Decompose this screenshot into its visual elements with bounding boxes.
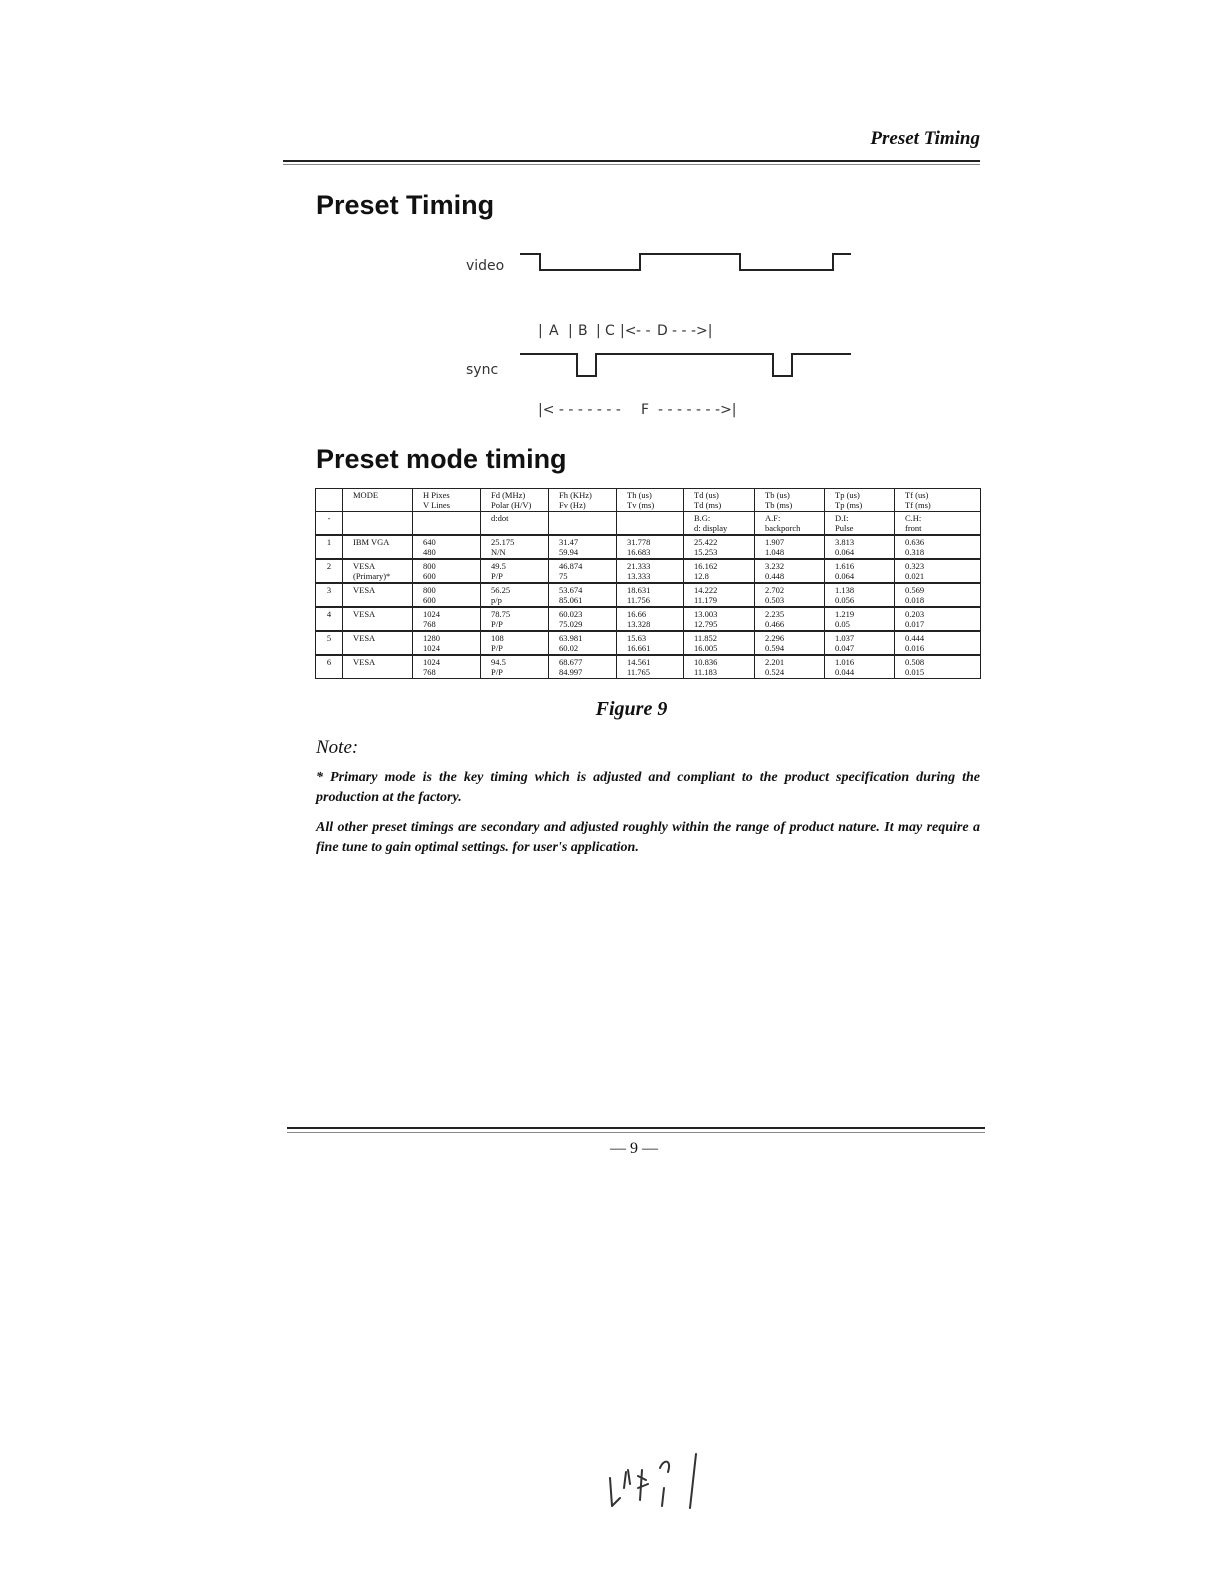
table-row [316,583,981,607]
table-cell: 25.422 15.253 [684,535,755,559]
table-cell: 1.616 0.064 [825,559,895,583]
table-row [316,631,981,655]
table-header-cell: Tb (us) Tb (ms) [755,489,825,512]
table-header-cell: d:dot [481,512,549,536]
sync-waveform [520,354,851,376]
svg-text:- - ->|: - - ->| [672,323,713,339]
table-cell: VESA [343,607,413,631]
table-header-cell [549,512,617,536]
svg-text:|< - - - - - - -: |< - - - - - - - [538,402,621,418]
table-cell: 3.232 0.448 [755,559,825,583]
table-cell: 3 [316,583,343,607]
table-cell: 1.138 0.056 [825,583,895,607]
table-header-cell: H Pixes V Lines [413,489,481,512]
table-cell: 49.5 P/P [481,559,549,583]
table-cell: VESA (Primary)* [343,559,413,583]
table-cell: VESA [343,655,413,679]
svg-text:|: | [596,323,601,339]
section-title-preset-timing: Preset Timing [316,190,495,220]
table-header-cell: A.F: backporch [755,512,825,536]
footer-rule [287,1127,985,1129]
period-label-f: F [641,402,650,418]
table-cell: 2.235 0.466 [755,607,825,631]
page-number: — 9 — [610,1140,658,1157]
table-cell: 1.219 0.05 [825,607,895,631]
table-header-cell: MODE [343,489,413,512]
running-header: Preset Timing [870,128,980,149]
svg-text:- - - - - - ->|: - - - - - - ->| [658,402,737,418]
table-cell: 0.444 0.016 [895,631,981,655]
table-cell: 5 [316,631,343,655]
header-rule-thin [283,164,980,165]
table-header-cell: Td (us) Td (ms) [684,489,755,512]
table-cell: 21.333 13.333 [617,559,684,583]
svg-text:|<: |< [620,323,637,339]
table-cell: 0.203 0.017 [895,607,981,631]
table-row [316,559,981,583]
table-cell: 640 480 [413,535,481,559]
table-cell: 31.778 16.683 [617,535,684,559]
table-cell: VESA [343,631,413,655]
footer-rule-thin [287,1132,985,1133]
table-cell: 13.003 12.795 [684,607,755,631]
table-cell: 56.25 p/p [481,583,549,607]
note-paragraph-secondary-timings: All other preset timings are secondary and adjusted roughly within the range of product nature. It may require a fine tune to gain optimal settings. for user's application. [316,820,980,855]
table-body [316,489,981,679]
segment-label-d: D [657,323,668,339]
table-cell: 3.813 0.064 [825,535,895,559]
table-row [316,607,981,631]
table-header-cell: B.G: d: display [684,512,755,536]
table-header-cell: Fh (KHz) Fv (Hz) [549,489,617,512]
table-cell: 6 [316,655,343,679]
table-header-cell: Fd (MHz) Polar (H/V) [481,489,549,512]
table-cell: 63.981 60.02 [549,631,617,655]
svg-text:|: | [538,323,543,339]
table-header-row [316,489,981,512]
table-cell: 1.037 0.047 [825,631,895,655]
table-cell: 2.296 0.594 [755,631,825,655]
table-cell: 16.66 13.328 [617,607,684,631]
header-rule [283,160,980,162]
table-header-cell [316,489,343,512]
svg-text:- -: - - [636,323,651,339]
table-cell: 1280 1024 [413,631,481,655]
table-cell: 2 [316,559,343,583]
segment-markers [538,323,713,339]
table-header-cell: Tf (us) Tf (ms) [895,489,981,512]
segment-label-b: B [578,323,588,339]
figure-caption: Figure 9 [595,698,668,720]
section-title-preset-mode-timing: Preset mode timing [316,444,567,474]
table-header-cell: Tp (us) Tp (ms) [825,489,895,512]
table-header-cell [413,512,481,536]
table-header-cell [617,512,684,536]
timing-diagram [450,238,870,428]
table-header-cell: - [316,512,343,536]
table-cell: 11.852 16.005 [684,631,755,655]
table-cell: 94.5 P/P [481,655,549,679]
table-cell: IBM VGA [343,535,413,559]
segment-label-a: A [549,323,559,339]
table-cell: 16.162 12.8 [684,559,755,583]
table-header-cell: D.I: Pulse [825,512,895,536]
table-cell: 15.63 16.661 [617,631,684,655]
table-cell: 1 [316,535,343,559]
table-header-cell [343,512,413,536]
video-label: video [466,258,505,274]
table-cell: 78.75 P/P [481,607,549,631]
table-cell: 68.677 84.997 [549,655,617,679]
table-cell: 14.561 11.765 [617,655,684,679]
table-row [316,535,981,559]
table-row [316,655,981,679]
table-cell: 18.631 11.756 [617,583,684,607]
video-waveform [520,254,851,270]
sync-label: sync [466,362,499,378]
table-cell: 0.323 0.021 [895,559,981,583]
table-cell: 25.175 N/N [481,535,549,559]
table-header-row [316,512,981,536]
svg-text:|: | [568,323,573,339]
preset-mode-timing-table [315,488,981,679]
segment-label-c: C [605,323,615,339]
table-cell: 0.508 0.015 [895,655,981,679]
table-cell: 800 600 [413,559,481,583]
table-cell: 0.569 0.018 [895,583,981,607]
table-cell: 2.201 0.524 [755,655,825,679]
table-cell: 1024 768 [413,655,481,679]
table-cell: 0.636 0.318 [895,535,981,559]
period-marker [538,402,737,418]
table-cell: 31.47 59.94 [549,535,617,559]
table-cell: 2.702 0.503 [755,583,825,607]
table-cell: 800 600 [413,583,481,607]
table-cell: VESA [343,583,413,607]
table-cell: 10.836 11.183 [684,655,755,679]
table-cell: 1.907 1.048 [755,535,825,559]
table-header-cell: C.H: front [895,512,981,536]
handwritten-mark [598,1448,708,1518]
table-cell: 1.016 0.044 [825,655,895,679]
note-label: Note: [316,737,359,758]
note-paragraph-primary-mode: * Primary mode is the key timing which is adjusted and compliant to the product specification during the production at the factory. [316,770,980,805]
table-cell: 60.023 75.029 [549,607,617,631]
table-cell: 1024 768 [413,607,481,631]
table-cell: 14.222 11.179 [684,583,755,607]
table-cell: 46.874 75 [549,559,617,583]
table-header-cell: Th (us) Tv (ms) [617,489,684,512]
table-cell: 4 [316,607,343,631]
table-cell: 108 P/P [481,631,549,655]
table-cell: 53.674 85.061 [549,583,617,607]
